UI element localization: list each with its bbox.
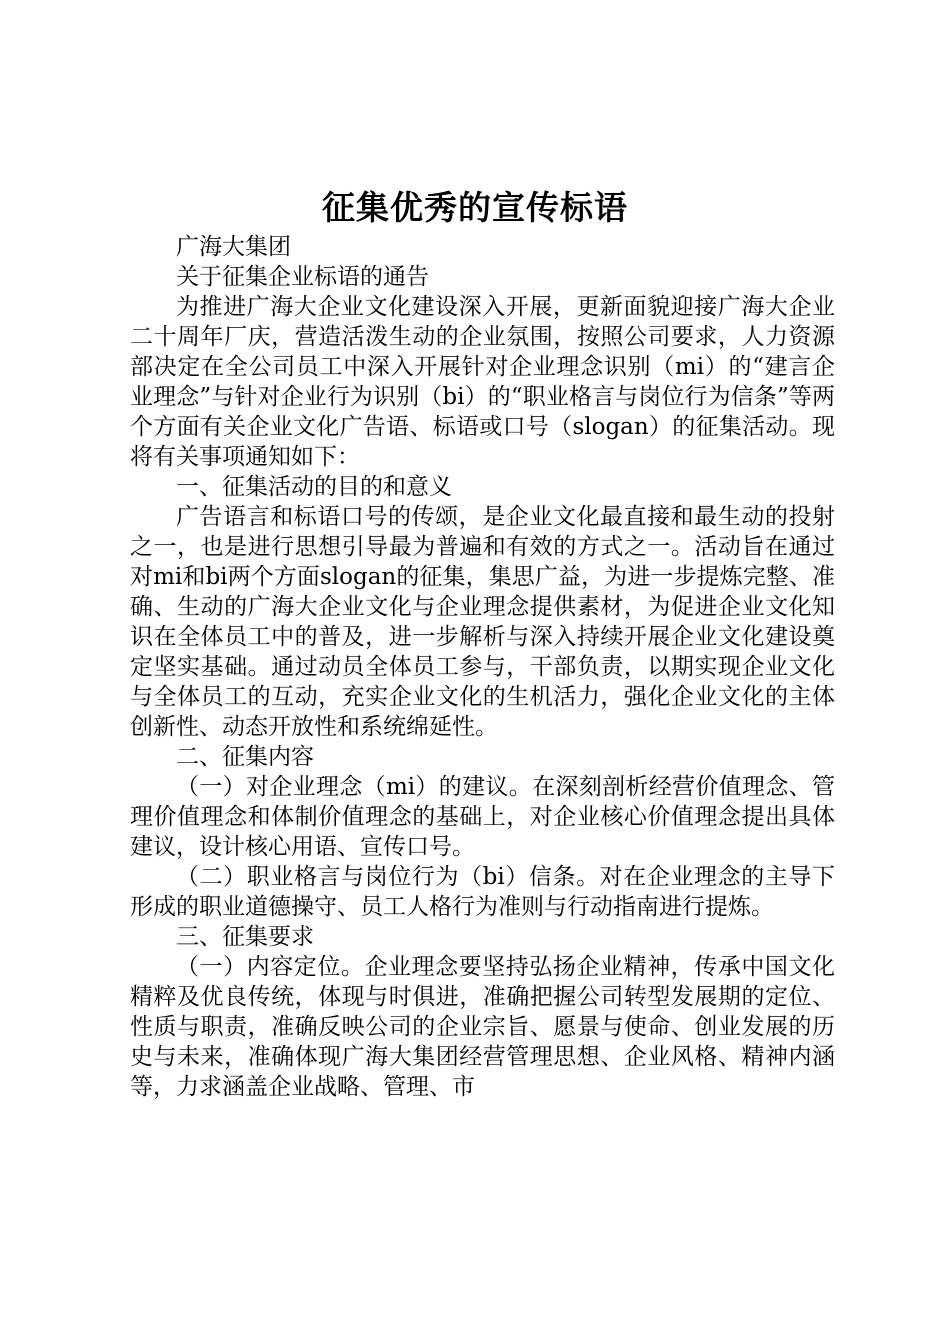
paragraph-intro: 为推进广海大企业文化建设深入开展，更新面貌迎接广海大企业二十周年厂庆，营造活泼生动的企业氛围，按照公司要求，人力资源部决定在全公司员工中深入开展针对企业理念识别（mi）的“建言企业理念”与针对企业行为识别（bi）的“职业格言与岗位行为信条”等两个方面有关企业文化广告语、标语或口号（slogan）的征集活动。现将有关事项通知如下：	[130, 294, 835, 470]
paragraph-purpose: 广告语言和标语口号的传颂，是企业文化最直接和最生动的投射之一，也是进行思想引导最为普遍和有效的方式之一。活动旨在通过对mi和bi两个方面slogan的征集，集思广益，为进一步提炼完整、准确、生动的广海大企业文化与企业理念提供素材，为促进企业文化知识在全体员工中的普及，进一步解析与深入持续开展企业文化建设奠定坚实基础。通过动员全体员工参与，干部负责，以期实现企业文化与全体员工的互动，充实企业文化的生机活力，强化企业文化的主体创新性、动态开放性和系统绵延性。	[130, 504, 835, 740]
document-body	[130, 232, 835, 1102]
paragraph-content-bi: （二）职业格言与岗位行为（bi）信条。对在企业理念的主导下形成的职业道德操守、员工人格行为准则与行动指南进行提炼。	[130, 864, 835, 920]
section-heading-content: 二、征集内容	[176, 744, 314, 770]
paragraph-company: 广海大集团	[176, 234, 291, 260]
paragraph-content-mi: （一）对企业理念（mi）的建议。在深刻剖析经营价值理念、管理价值理念和体制价值理念的基础上，对企业核心价值理念提出具体建议，设计核心用语、宣传口号。	[130, 774, 835, 860]
section-heading-purpose: 一、征集活动的目的和意义	[176, 474, 452, 500]
document-title: 征集优秀的宣传标语	[322, 188, 628, 227]
section-heading-requirements: 三、征集要求	[176, 924, 314, 950]
paragraph-requirements-positioning: （一）内容定位。企业理念要坚持弘扬企业精神，传承中国文化精粹及优良传统，体现与时俱进，准确把握公司转型发展期的定位、性质与职责，准确反映公司的企业宗旨、愿景与使命、创业发展的历史与未来，准确体现广海大集团经营管理思想、企业风格、精神内涵等，力求涵盖企业战略、管理、市	[130, 954, 835, 1100]
paragraph-notice-title: 关于征集企业标语的通告	[176, 264, 429, 290]
